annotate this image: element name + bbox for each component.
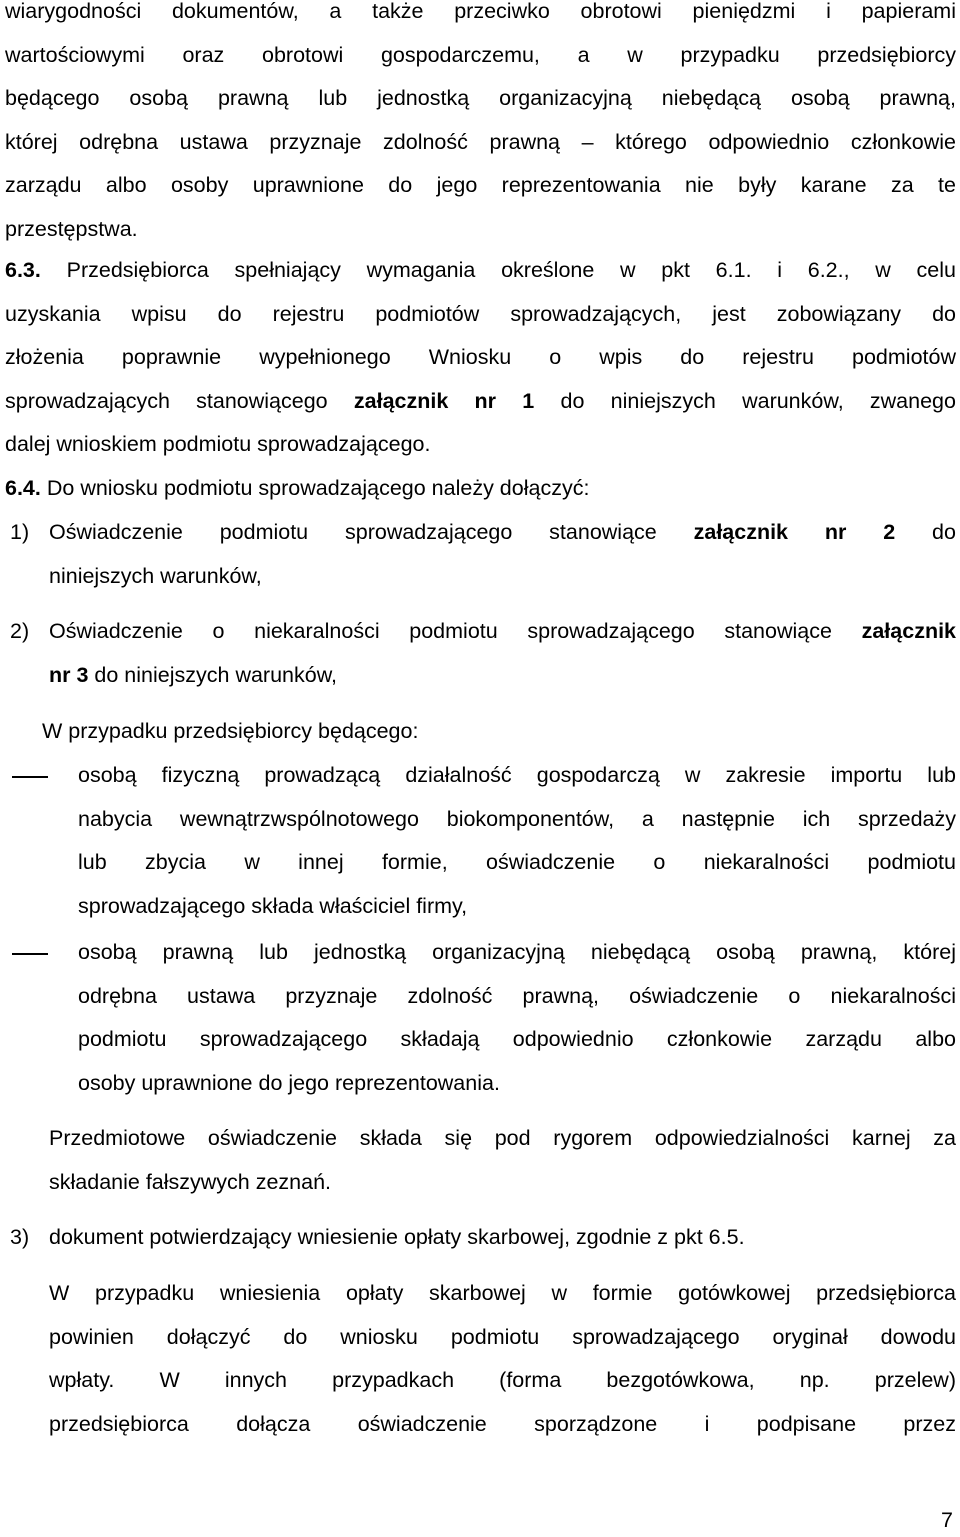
attachment-reference: załącznik nr 1: [353, 388, 535, 413]
list-item-2-line-2: nr 3 do niniejszych warunków,: [49, 662, 338, 687]
text-line: W przypadku wniesienia opłaty skarbowej w formie gotówkowej przedsiębiorca: [49, 1281, 956, 1305]
text-line: przestępstwa.: [5, 216, 138, 241]
text-line: zarządu albo osoby uprawnione do jego reprezentowania nie były karane za te: [5, 173, 956, 198]
text-line: składanie fałszywych zeznań.: [49, 1169, 332, 1194]
text-line: osoby uprawnione do jego reprezentowania.: [78, 1070, 500, 1095]
text-line: złożenia poprawnie wypełnionego Wniosku o wpis do rejestru podmiotów: [5, 345, 956, 370]
section-6-4-intro: [5, 467, 956, 511]
section-number: 6.3.: [5, 258, 41, 282]
text-line: powinien dołączyć do wniosku podmiotu sprowadzającego oryginał dowodu: [49, 1324, 956, 1349]
attachment-reference: załącznik: [861, 619, 957, 643]
payment-paragraph: [49, 1272, 956, 1446]
text-line: sprowadzającego składa właściciel firmy,: [78, 893, 468, 918]
list-item-2-line-1: Oświadczenie o niekaralności podmiotu sprowadzającego stanowiące załącznik: [49, 619, 957, 643]
text-line: której odrębna ustawa przyznaje zdolność prawną – którego odpowiednio członkowie: [5, 129, 956, 154]
text-line: odrębna ustawa przyznaje zdolność prawną, oświadczenie o niekaralności: [78, 983, 956, 1008]
dash-item-1: [78, 754, 956, 928]
dash-bullet: [12, 776, 48, 778]
section-6-3: [5, 249, 956, 467]
text-line: przedsiębiorca dołącza oświadczenie sporządzone i podpisane przez: [49, 1411, 956, 1436]
text-line: wiarygodności dokumentów, a także przeciwko obrotowi pieniędzmi i papierami: [5, 0, 956, 23]
section-6-3-line-4: sprowadzających stanowiącego załącznik nr 1 do niniejszych warunków, zwanego: [5, 388, 956, 413]
text-line: niniejszych warunków,: [49, 563, 262, 588]
attachment-reference: załącznik nr 2: [693, 520, 896, 544]
dash-item-2: [78, 931, 956, 1105]
text-line: wartościowymi oraz obrotowi gospodarczemu, a w przypadku przedsiębiorcy: [5, 42, 956, 67]
section-number: 6.4.: [5, 476, 41, 500]
text-line: lub zbycia w innej formie, oświadczenie o niekaralności podmiotu: [78, 850, 956, 875]
text-line: nabycia wewnątrzwspólnotowego biokomponentów, a następnie ich sprzedaży: [78, 806, 956, 831]
text-line: wpłaty. W innych przypadkach (forma bezgotówkowa, np. przelew): [49, 1368, 956, 1393]
list-item-label: 3): [10, 1225, 30, 1249]
paragraph-continuation: [5, 0, 956, 252]
text-line: dalej wnioskiem podmiotu sprowadzającego.: [5, 432, 431, 457]
case-intro: [42, 710, 956, 754]
text-line: uzyskania wpisu do rejestru podmiotów sprowadzających, jest zobowiązany do: [5, 301, 956, 326]
text-line: W przypadku przedsiębiorcy będącego:: [42, 719, 419, 743]
page-number: 7: [941, 1508, 953, 1532]
section-6-3-line-1: 6.3. Przedsiębiorca spełniający wymagania określone w pkt 6.1. i 6.2., w celu: [5, 258, 956, 282]
list-item-label: 1): [10, 520, 30, 544]
list-item-3: [49, 1216, 956, 1260]
list-item-1-line-1: Oświadczenie podmiotu sprowadzającego stanowiące załącznik nr 2 do: [49, 520, 956, 544]
text-line: będącego osobą prawną lub jednostką organizacyjną niebędącą osobą prawną,: [5, 86, 956, 111]
oath-paragraph: [49, 1117, 956, 1204]
attachment-reference: nr 3: [49, 662, 89, 687]
text-line: Przedmiotowe oświadczenie składa się pod rygorem odpowiedzialności karnej za: [49, 1126, 956, 1150]
text-line: osobą prawną lub jednostką organizacyjną niebędącą osobą prawną, której: [78, 940, 956, 964]
text-line: podmiotu sprowadzającego składają odpowiednio członkowie zarządu albo: [78, 1027, 956, 1052]
dash-bullet: [12, 953, 48, 955]
text-line: osobą fizyczną prowadzącą działalność gospodarczą w zakresie importu lub: [78, 763, 956, 787]
list-item-label: 2): [10, 619, 30, 643]
text-line: dokument potwierdzający wniesienie opłaty skarbowej, zgodnie z pkt 6.5.: [49, 1225, 745, 1249]
list-item-1: [49, 511, 956, 598]
list-item-2: [49, 610, 956, 697]
section-6-4-line-1: 6.4. Do wniosku podmiotu sprowadzającego należy dołączyć:: [5, 476, 590, 500]
